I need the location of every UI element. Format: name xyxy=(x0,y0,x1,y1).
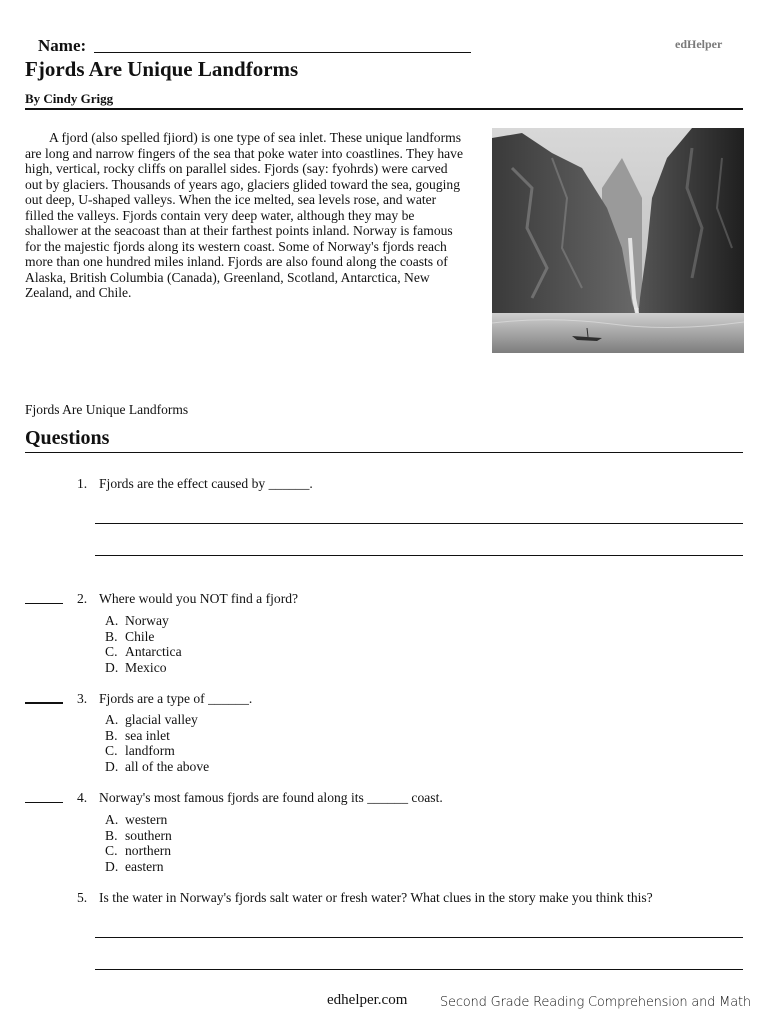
question-number: 3. xyxy=(77,691,88,706)
question-number: 1. xyxy=(77,476,88,491)
section-repeat-title: Fjords Are Unique Landforms xyxy=(25,402,189,417)
questions-heading: Questions xyxy=(25,427,110,449)
reading-passage: A fjord (also spelled fjiord) is one type of sea inlet. These unique landforms are long and narrow fingers of the sea that poke water into coastlines. They have high, vertical, rocky cliffs on parallel sides. Fjords (say: fyohrds) were carved out by glaciers. Thousands of years ago, glaciers glided toward the sea, gouging out deep, U-shaped valleys. When the ice melted, sea levels rose, and water filled the valleys. Fjords contain very deep water, although they may be shallower at the seacoast than at their farthest points inland. Norway is famous for the majestic fjords along its western coast. Some of Norway's fjords reach more than one hundred miles inland. Fjords are also found along the coasts of Alaska, British Columbia (Canada), Greenland, Scotland, Antarctica, New Zealand, and Chile. xyxy=(25,130,463,300)
option-letter: C. xyxy=(105,644,118,659)
option-letter: B. xyxy=(105,628,118,644)
answer-blank[interactable] xyxy=(25,603,63,604)
fjord-photo xyxy=(492,128,744,353)
option-text: northern xyxy=(125,843,172,858)
option-letter: A. xyxy=(105,613,119,628)
question-text: Is the water in Norway's fjords salt water or fresh water? What clues in the story make you think this? xyxy=(99,890,653,905)
question-5 xyxy=(77,890,653,906)
answer-blank[interactable] xyxy=(25,702,63,704)
question-3 xyxy=(77,691,252,707)
option-item xyxy=(105,629,182,645)
option-item xyxy=(105,728,209,744)
option-text: Norway xyxy=(125,613,169,628)
question-text: Where would you NOT find a fjord? xyxy=(99,591,299,606)
question-2 xyxy=(77,591,298,607)
name-field-line[interactable] xyxy=(94,52,471,53)
option-item xyxy=(105,828,172,844)
question-number: 4. xyxy=(77,790,88,805)
option-text: Mexico xyxy=(125,659,167,675)
option-letter: B. xyxy=(105,727,118,743)
question-text: Norway's most famous fjords are found along its ______ coast. xyxy=(99,790,443,805)
option-item xyxy=(105,660,182,676)
option-letter: D. xyxy=(105,758,119,774)
header-divider xyxy=(25,108,743,110)
option-item xyxy=(105,644,182,660)
answer-line[interactable] xyxy=(95,555,743,556)
option-text: western xyxy=(125,812,168,827)
author-byline: By Cindy Grigg xyxy=(25,91,114,106)
question-1 xyxy=(77,476,313,492)
name-label: Name: xyxy=(38,36,87,55)
question-number: 2. xyxy=(77,591,88,606)
option-text: all of the above xyxy=(125,758,210,774)
answer-line[interactable] xyxy=(95,523,743,524)
option-text: eastern xyxy=(125,858,164,874)
option-letter: B. xyxy=(105,827,118,843)
option-item xyxy=(105,712,209,728)
footer-tagline: Second Grade Reading Comprehension and Math xyxy=(440,995,751,1010)
questions-divider xyxy=(25,452,743,453)
option-letter: A. xyxy=(105,712,119,727)
option-item xyxy=(105,743,209,759)
option-text: landform xyxy=(125,743,175,758)
option-item xyxy=(105,759,209,775)
option-text: Chile xyxy=(125,628,155,644)
page-title: Fjords Are Unique Landforms xyxy=(25,57,299,81)
question-text: Fjords are the effect caused by ______. xyxy=(99,476,313,491)
question-4 xyxy=(77,790,443,806)
answer-line[interactable] xyxy=(95,937,743,938)
option-item xyxy=(105,613,182,629)
options-list xyxy=(105,712,209,774)
option-letter: C. xyxy=(105,743,118,758)
option-text: Antarctica xyxy=(125,644,182,659)
option-item xyxy=(105,843,172,859)
option-letter: C. xyxy=(105,843,118,858)
option-text: southern xyxy=(125,827,172,843)
answer-line[interactable] xyxy=(95,969,743,970)
brand-label: edHelper xyxy=(675,37,723,51)
option-text: glacial valley xyxy=(125,712,198,727)
option-item xyxy=(105,859,172,875)
options-list xyxy=(105,812,172,874)
option-letter: D. xyxy=(105,858,119,874)
footer-site: edhelper.com xyxy=(327,992,408,1008)
option-text: sea inlet xyxy=(125,727,170,743)
option-letter: D. xyxy=(105,659,119,675)
option-item xyxy=(105,812,172,828)
option-letter: A. xyxy=(105,812,119,827)
question-number: 5. xyxy=(77,890,88,905)
question-text: Fjords are a type of ______. xyxy=(99,691,253,706)
options-list xyxy=(105,613,182,675)
answer-blank[interactable] xyxy=(25,802,63,803)
